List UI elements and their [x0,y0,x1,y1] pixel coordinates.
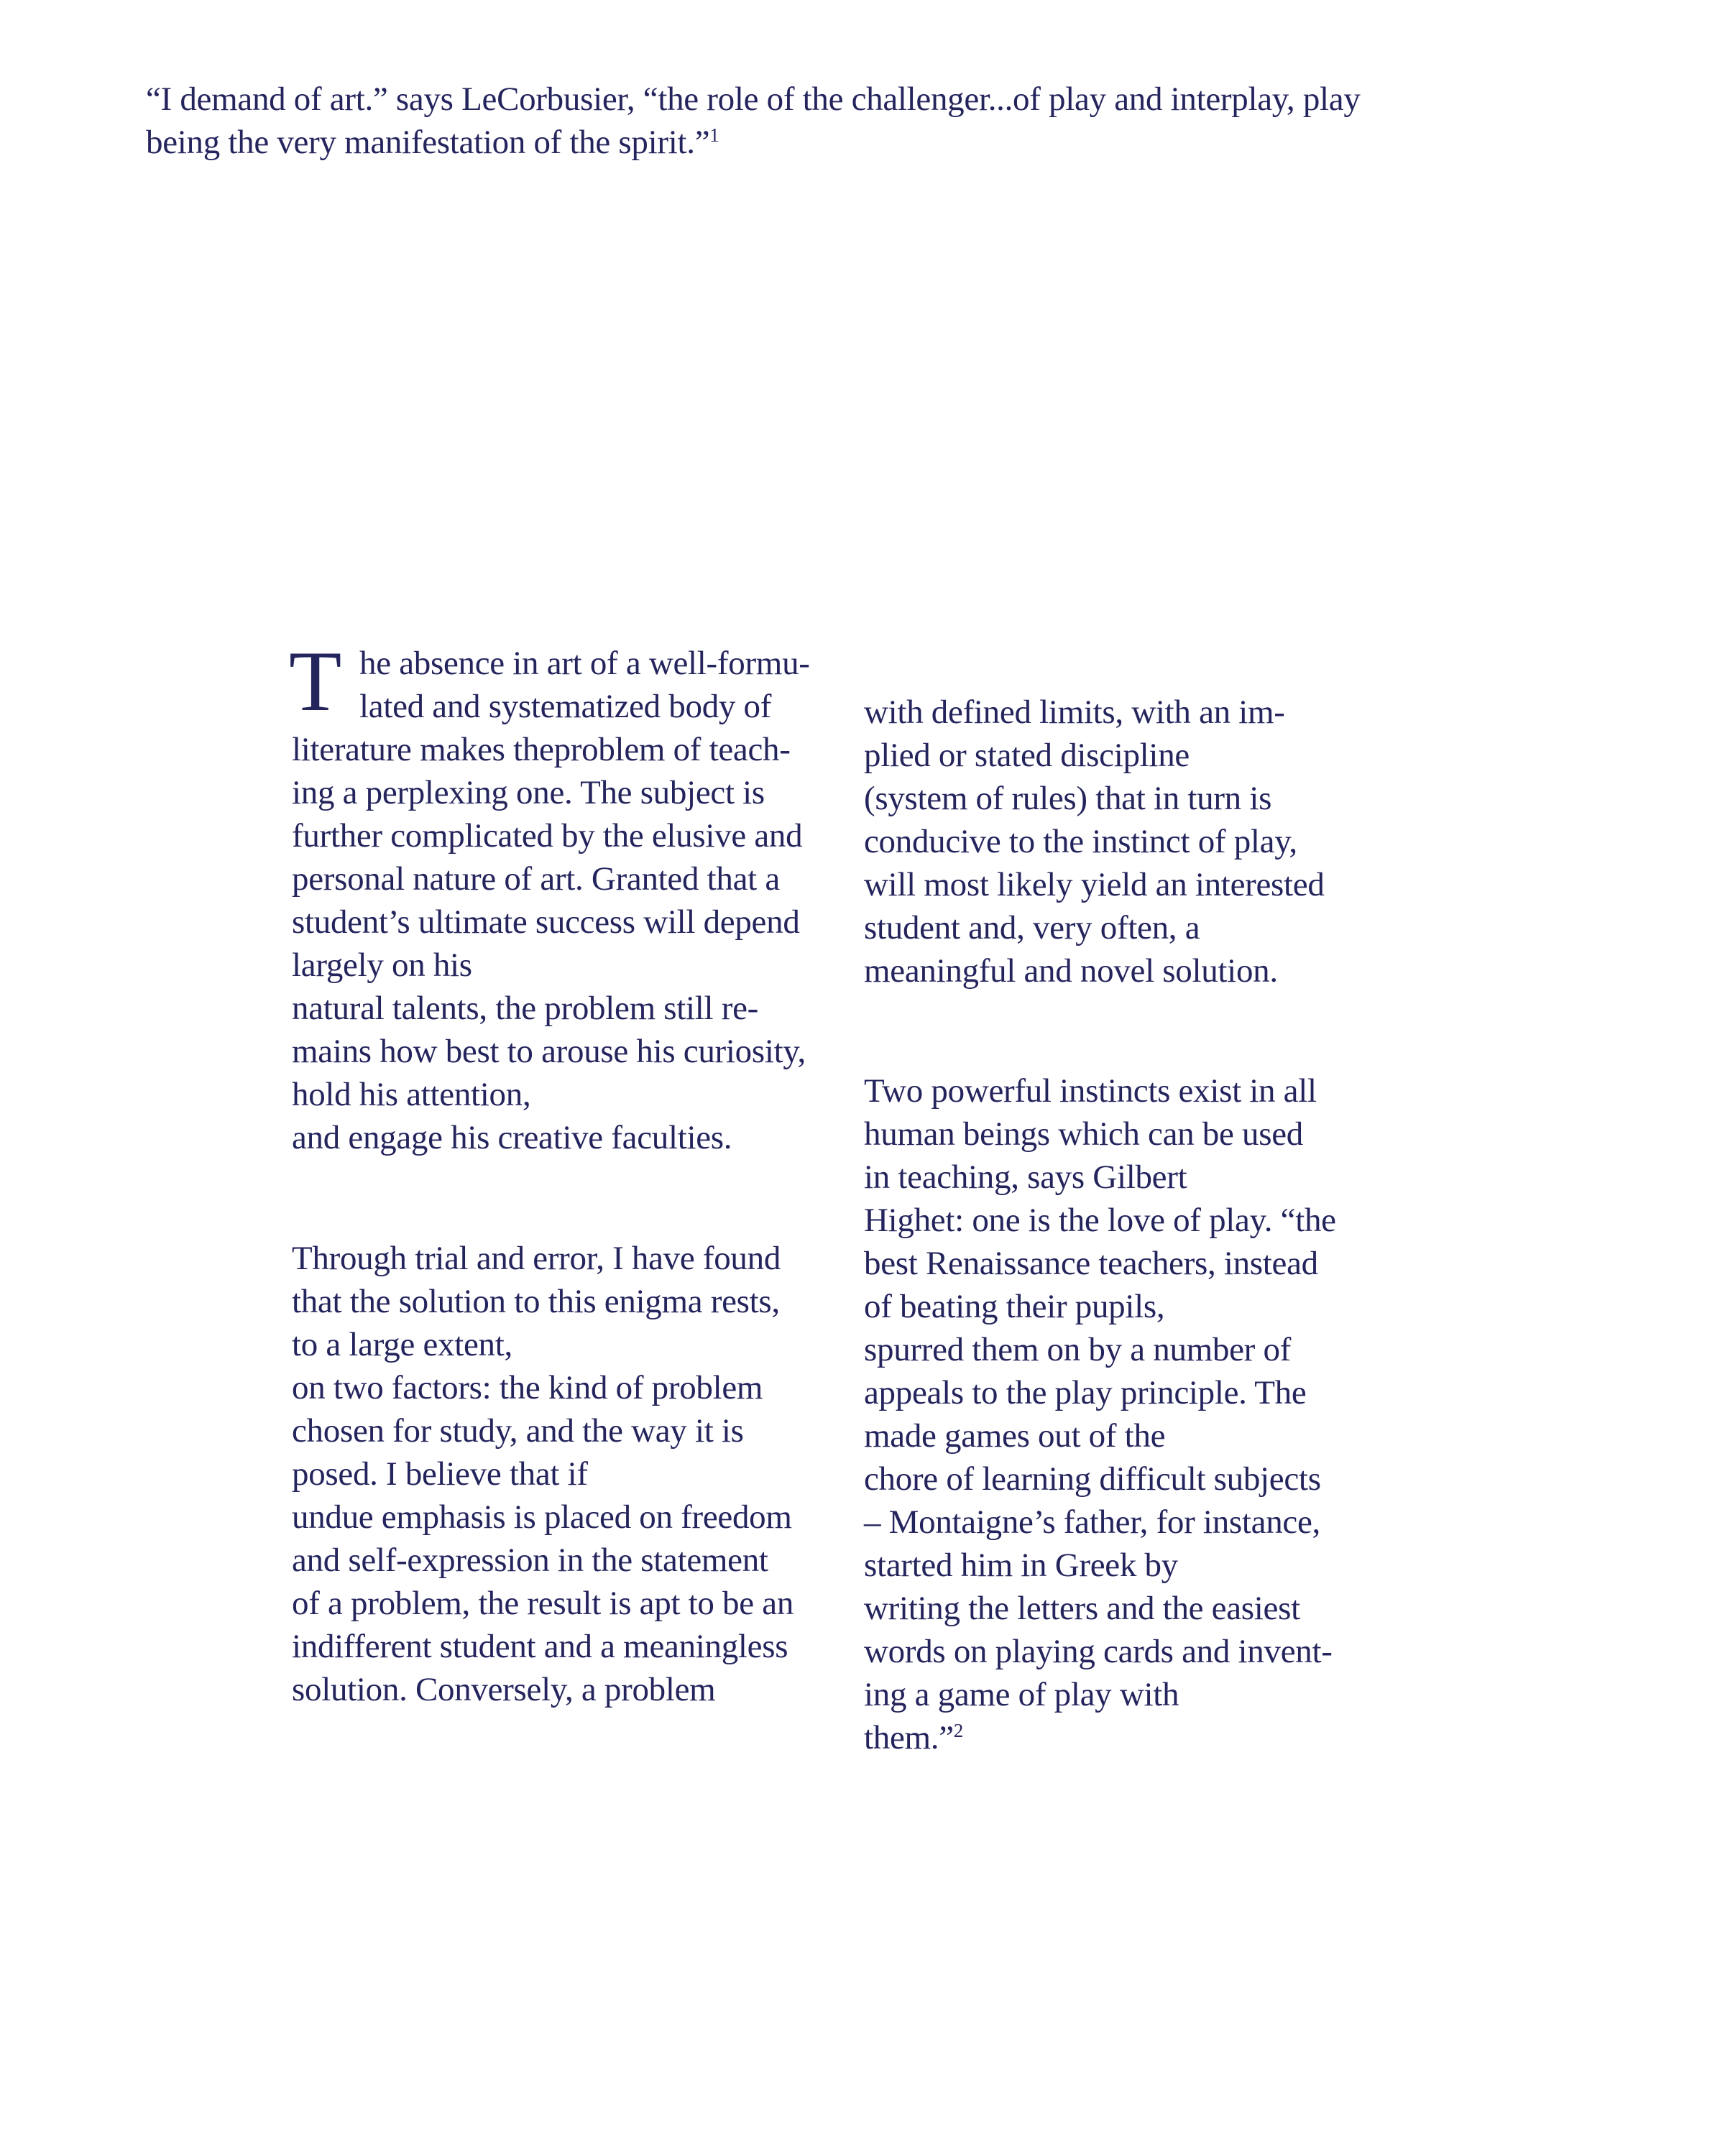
text-line: and self-expression in the statement [292,1542,768,1579]
text-line: largely on his [292,946,472,984]
text-line: student and, very often, a [864,909,1200,946]
text-line: and engage his creative faculties. [292,1119,732,1156]
text-line: undue emphasis is placed on freedom [292,1498,792,1536]
text-line: – Montaigne’s father, for instance, [864,1503,1320,1541]
text-line: that the solution to this enigma rests, [292,1283,780,1320]
epigraph-line: “I demand of art.” says LeCorbusier, “the role of the challenger...of play and interplay, play [146,80,1361,118]
text-line: indifferent student and a meaningless [292,1628,788,1665]
text-line: conducive to the instinct of play, [864,823,1297,860]
text-line: mains how best to arouse his curiosity, [292,1033,806,1070]
text-line: with defined limits, with an im- [864,694,1285,731]
text-line: (system of rules) that in turn is [864,780,1272,817]
drop-cap: T [289,633,342,729]
epigraph-line-text: being the very manifestation of the spirit.” [146,124,710,161]
text-line: on two factors: the kind of problem [292,1369,763,1406]
footnote-mark-1: 1 [709,124,719,146]
text-line: words on playing cards and invent- [864,1633,1333,1670]
text-line: posed. I believe that if [292,1455,588,1493]
text-line: Through trial and error, I have found [292,1240,781,1277]
text-line: hold his attention, [292,1076,531,1113]
text-line: writing the letters and the easiest [864,1590,1300,1627]
text-line-end: them.” [864,1719,954,1756]
text-line: chosen for study, and the way it is [292,1412,744,1450]
text-line: ing a game of play with [864,1676,1179,1713]
text-line: ing a perplexing one. The subject is [292,774,765,811]
text-line: lated and systematized body of [359,688,772,725]
text-line: best Renaissance teachers, instead [864,1245,1318,1282]
text-line: appeals to the play principle. The [864,1374,1307,1411]
text-line: plied or stated discipline [864,737,1190,774]
text-line: literature makes theproblem of teach- [292,731,791,768]
epigraph-line [146,121,719,164]
text-line: made games out of the [864,1417,1166,1455]
text-line: spurred them on by a number of [864,1331,1292,1368]
text-line: further complicated by the elusive and [292,817,803,854]
text-line: student’s ultimate success will depend [292,903,800,941]
text-line: of a problem, the result is apt to be an [292,1585,794,1622]
text-line: natural talents, the problem still re- [292,990,759,1027]
footnote-mark-2: 2 [953,1720,963,1741]
text-line: Two powerful instincts exist in all [864,1072,1317,1110]
text-line [864,1716,963,1759]
text-line: started him in Greek by [864,1547,1178,1584]
text-line: Highet: one is the love of play. “the [864,1202,1336,1239]
text-line: of beating their pupils, [864,1288,1165,1325]
text-line: to a large extent, [292,1326,512,1363]
text-line: chore of learning difficult subjects [864,1460,1321,1498]
text-line: solution. Conversely, a problem [292,1671,716,1708]
text-line: human beings which can be used [864,1115,1303,1153]
text-line: he absence in art of a well-formu- [359,645,810,682]
text-line: meaningful and novel solution. [864,952,1278,990]
text-line: in teaching, says Gilbert [864,1158,1187,1196]
text-line: personal nature of art. Granted that a [292,860,780,898]
text-line: will most likely yield an interested [864,866,1325,903]
